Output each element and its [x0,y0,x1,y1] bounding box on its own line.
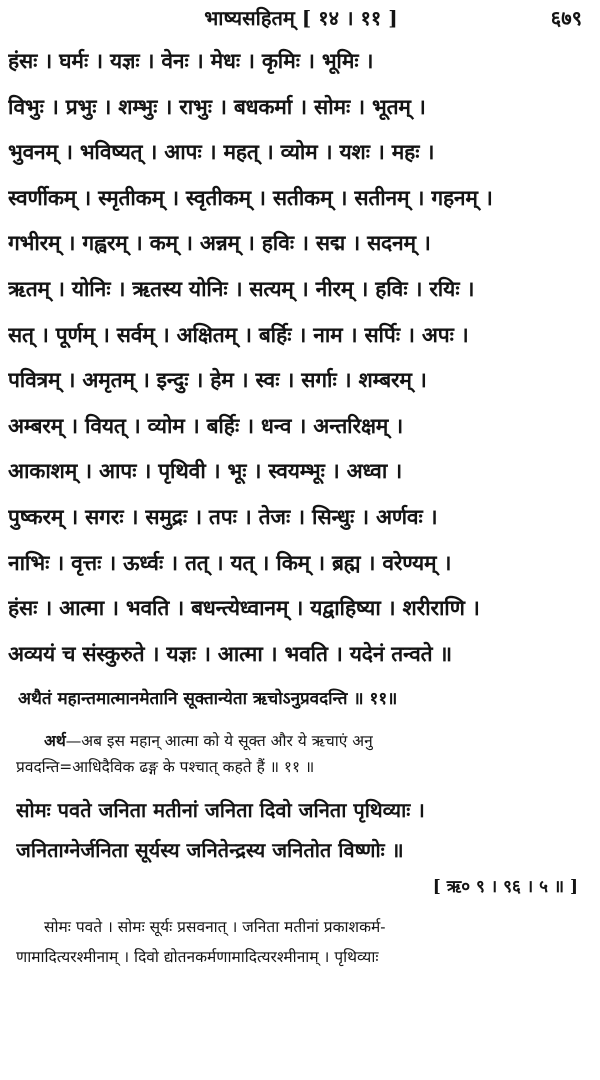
word-line: सत् । पूर्णम् । सर्वम् । अक्षितम् । बर्हिः । नाम । सर्पिः । अपः । [8,321,469,347]
commentary-line-2: णामादित्यरश्मीनाम् । दिवो द्योतनकर्मणामादित्यरश्मीनाम् । पृथिव्याः [16,948,379,967]
verse-line-2: जनिताग्नेर्जनिता सूर्यस्य जनितेन्द्रस्य जनितोत विष्णोः ॥ [16,838,404,863]
meaning-line-2: प्रवदन्ति=आधिदैविक ढङ्ग के पश्चात् कहते हैं ॥ ११ ॥ [16,758,315,777]
running-head: भाष्यसहितम् [ १४ । ११ ] [204,6,398,30]
meaning-text-1: —अब इस महान् आत्मा को ये सूक्त और ये ऋचाएं अनु [65,732,373,751]
word-line: अम्बरम् । वियत् । व्योम । बर्हिः । धन्व । अन्तरिक्षम् । [8,412,404,438]
word-line: पवित्रम् । अमृतम् । इन्दुः । हेम । स्वः । सर्गाः । शम्बरम् । [8,367,427,393]
word-line: ऋतम् । योनिः । ऋतस्य योनिः । सत्यम् । नीरम् । हविः । रयिः । [8,275,475,301]
word-line: गभीरम् । गह्वरम् । कम् । अन्नम् । हविः । सद्म । सदनम् । [8,230,431,256]
word-line: स्वर्णीकम् । स्मृतीकम् । स्वृतीकम् । सतीकम् । सतीनम् । गहनम् । [8,184,493,210]
rigveda-verse [8,790,594,870]
word-line: हंसः । घर्मः । यज्ञः । वेनः । मेधः । कृमिः । भूमिः । [8,48,374,73]
commentary-line-1: सोमः पवते । सोमः सूर्यः प्रसवनात् । जनिता मतीनां प्रकाशकर्म- [44,918,386,937]
mantra-line: अथैतं महान्तमात्मानमेतानि सूक्तान्येता ऋचोऽनुप्रवदन्ति ॥ ११॥ [18,689,398,710]
meaning-line-1 [16,728,594,754]
synonym-word-list [8,38,594,676]
meaning-label: अर्थ [44,731,66,751]
verse-reference: [ ऋ० ९ । ९६ । ५ ॥ ] [432,877,578,898]
page-number: ६७९ [550,6,582,30]
word-line: पुष्करम् । सगरः । समुद्रः । तपः । तेजः । सिन्धुः । अर्णवः । [8,503,438,529]
meaning-paragraph [8,728,594,780]
word-line: भुवनम् । भविष्यत् । आपः । महत् । व्योम । यशः । महः । [8,139,435,165]
verse-line-1: सोमः पवते जनिता मतीनां जनिता दिवो जनिता पृथिव्याः । [16,798,425,823]
word-line: हंसः । आत्मा । भवति । बधन्त्येध्वानम् । यद्वाहिष्या । शरीराणि । [8,595,480,621]
page-header [8,0,594,38]
commentary-paragraph [8,912,594,972]
word-line: विभुः । प्रभुः । शम्भुः । राभुः । बधकर्मा । सोमः । भूतम् । [8,93,426,119]
word-line: आकाशम् । आपः । पृथिवी । भूः । स्वयम्भूः । अध्वा । [8,458,402,484]
word-line: नाभिः । वृत्तः । ऊर्ध्वः । तत् । यत् । किम् । ब्रह्म । वरेण्यम् । [8,549,452,575]
word-line: अव्ययं च संस्कुरुते । यज्ञः । आत्मा । भवति । यदेनं तन्वते ॥ [8,640,452,666]
